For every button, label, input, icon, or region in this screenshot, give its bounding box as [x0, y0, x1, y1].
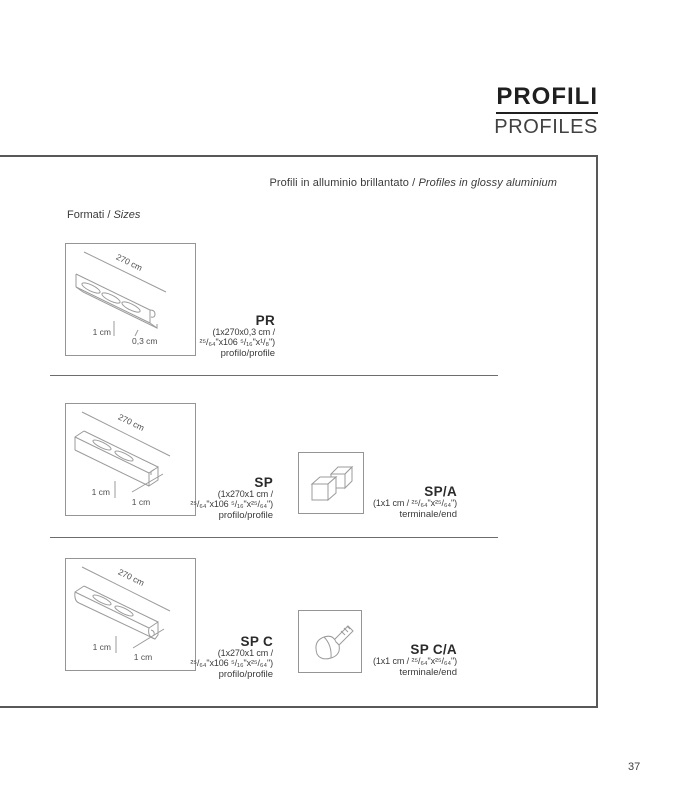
content-panel: [0, 155, 598, 708]
sp-c-drawing-box: [65, 558, 196, 671]
sp-dims-line1: (1x270x1 cm /: [217, 489, 273, 499]
sp-a-drawing-box: [298, 452, 364, 514]
pr-width-label: 0,3 cm: [132, 336, 158, 346]
pr-drawing-box: [65, 243, 196, 356]
sp-c-dims-line1: (1x270x1 cm /: [217, 648, 273, 658]
material-heading-italian: Profili in alluminio brillantato: [269, 177, 409, 189]
sp-kind: profilo/profile: [218, 510, 273, 521]
title-english: PROFILES: [494, 116, 598, 138]
sp-c-product-info: [190, 635, 273, 680]
pr-length-label: 270 cm: [114, 251, 145, 273]
sp-profile-drawing: [66, 404, 194, 514]
sp-a-product-info: [373, 485, 457, 520]
material-heading: [269, 177, 557, 189]
sizes-label-italian: Formati: [67, 209, 105, 221]
sp-c-a-dims: (1x1 cm / ²⁵/₆₄"x²⁵/₆₄"): [372, 656, 457, 666]
row-divider-1: [50, 375, 498, 376]
pr-code: PR: [255, 313, 275, 328]
sp-drawing-box: [65, 403, 196, 516]
sp-product-info: [190, 476, 273, 521]
sp-c-kind: profilo/profile: [218, 669, 273, 680]
material-heading-separator: /: [409, 177, 419, 189]
sp-c-a-kind: terminale/end: [399, 667, 457, 678]
page-title: [494, 84, 598, 138]
sp-length-label: 270 cm: [116, 411, 147, 433]
sizes-label-separator: /: [104, 209, 114, 221]
sp-code: SP: [254, 475, 273, 490]
sp-c-height-label: 1 cm: [92, 642, 111, 652]
pr-height-label: 1 cm: [92, 327, 111, 337]
sp-a-kind: terminale/end: [399, 509, 457, 520]
sp-c-a-code: SP C/A: [410, 642, 457, 657]
sp-c-code: SP C: [240, 634, 273, 649]
row-divider-2: [50, 537, 498, 538]
sp-c-a-end-cap-drawing: [299, 611, 360, 671]
sizes-label: [67, 209, 140, 221]
pr-dims-line2: ²⁵/₆₄"x106 ⁵/₁₆"x¹/₈"): [199, 337, 275, 347]
sp-c-length-label: 270 cm: [116, 566, 147, 588]
title-italian: PROFILI: [496, 84, 598, 114]
material-heading-english: Profiles in glossy aluminium: [418, 177, 557, 189]
sp-c-dims-line2: ²⁵/₆₄"x106 ⁵/₁₆"x²⁵/₆₄"): [190, 658, 273, 668]
sp-c-a-drawing-box: [298, 610, 362, 673]
pr-profile-drawing: [66, 244, 194, 354]
sp-a-code: SP/A: [424, 484, 457, 499]
sp-a-end-cap-drawing: [299, 453, 362, 512]
sizes-label-english: Sizes: [113, 209, 141, 221]
pr-product-info: [199, 314, 275, 359]
sp-width-label: 1 cm: [131, 497, 151, 507]
sp-c-width-label: 1 cm: [133, 652, 153, 662]
pr-dims-line1: (1x270x0,3 cm /: [212, 327, 275, 337]
sp-c-a-product-info: [373, 643, 457, 678]
sp-height-label: 1 cm: [91, 487, 110, 497]
page-number: 37: [628, 761, 641, 773]
pr-kind: profilo/profile: [220, 348, 275, 359]
sp-dims-line2: ²⁵/₆₄"x106 ⁵/₁₆"x²⁵/₆₄"): [190, 499, 273, 509]
sp-c-profile-drawing: [66, 559, 194, 669]
sp-a-dims: (1x1 cm / ²⁵/₆₄"x²⁵/₆₄"): [372, 498, 457, 508]
